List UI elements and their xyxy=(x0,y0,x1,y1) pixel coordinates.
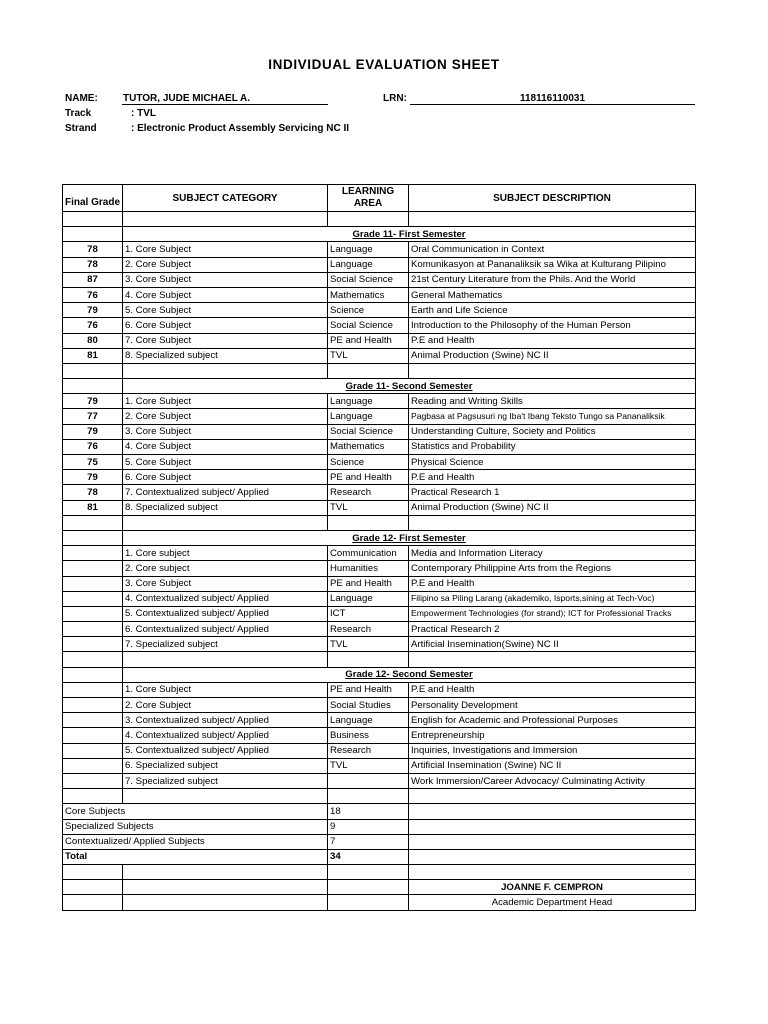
final-grade xyxy=(63,546,123,561)
subject-category: 4. Contextualized subject/ Applied xyxy=(123,591,328,606)
empty-cell xyxy=(409,363,696,378)
subject-category: 8. Specialized subject xyxy=(123,500,328,515)
summary-value: 9 xyxy=(328,819,409,834)
lrn-label: LRN: xyxy=(383,93,407,104)
table-row xyxy=(63,257,696,272)
blank-row xyxy=(63,789,696,804)
lrn-underline xyxy=(410,104,695,105)
empty-cell xyxy=(328,865,409,880)
subject-category: 7. Contextualized subject/ Applied xyxy=(123,485,328,500)
empty-cell xyxy=(123,895,328,910)
name-label: NAME: xyxy=(65,93,98,104)
table-header-row xyxy=(63,185,696,212)
final-grade xyxy=(63,561,123,576)
learning-area: Communication xyxy=(328,546,409,561)
learning-area: Social Studies xyxy=(328,698,409,713)
subject-category: 5. Contextualized subject/ Applied xyxy=(123,606,328,621)
table-row xyxy=(63,485,696,500)
learning-area: PE and Health xyxy=(328,470,409,485)
empty-cell xyxy=(409,212,696,227)
semester-title-row xyxy=(63,379,696,394)
subject-description: Introduction to the Philosophy of the Human Person xyxy=(409,318,696,333)
student-lrn: 118116110031 xyxy=(519,93,586,104)
subject-description: Animal Production (Swine) NC II xyxy=(409,348,696,363)
learning-area: Business xyxy=(328,728,409,743)
table-row xyxy=(63,622,696,637)
subject-category: 2. Core Subject xyxy=(123,257,328,272)
subject-description: English for Academic and Professional Purposes xyxy=(409,713,696,728)
final-grade xyxy=(63,773,123,788)
final-grade: 80 xyxy=(63,333,123,348)
table-row xyxy=(63,743,696,758)
page-title: INDIVIDUAL EVALUATION SHEET xyxy=(268,57,500,72)
table-row xyxy=(63,455,696,470)
table-row xyxy=(63,439,696,454)
empty-cell xyxy=(409,515,696,530)
subject-description: Physical Science xyxy=(409,455,696,470)
subject-category: 7. Core Subject xyxy=(123,333,328,348)
table-row xyxy=(63,561,696,576)
subject-category: 4. Core Subject xyxy=(123,287,328,302)
learning-area: Science xyxy=(328,455,409,470)
final-grade: 81 xyxy=(63,348,123,363)
final-grade xyxy=(63,758,123,773)
semester-title: Grade 11- Second Semester xyxy=(123,379,696,394)
empty-cell xyxy=(63,880,123,895)
header-learning-area: LEARNING AREA xyxy=(328,185,409,212)
empty-cell xyxy=(63,865,123,880)
subject-description: Artificial Insemination(Swine) NC II xyxy=(409,637,696,652)
table-row xyxy=(63,728,696,743)
empty-cell xyxy=(63,515,123,530)
table-row xyxy=(63,606,696,621)
subject-description: Pagbasa at Pagsusuri ng Iba't Ibang Teksto Tungo sa Pananaliksik xyxy=(409,409,696,424)
learning-area: Humanities xyxy=(328,561,409,576)
name-underline xyxy=(122,104,328,105)
subject-description: Artificial Insemination (Swine) NC II xyxy=(409,758,696,773)
table-row xyxy=(63,348,696,363)
header-subject-description: SUBJECT DESCRIPTION xyxy=(409,185,696,212)
learning-area: PE and Health xyxy=(328,333,409,348)
empty-cell xyxy=(409,819,696,834)
signatory-row xyxy=(63,880,696,895)
learning-area: Research xyxy=(328,485,409,500)
table-row xyxy=(63,698,696,713)
learning-area: Research xyxy=(328,743,409,758)
subject-description: P.E and Health xyxy=(409,576,696,591)
empty-cell xyxy=(63,212,123,227)
final-grade: 76 xyxy=(63,287,123,302)
subject-category: 3. Core Subject xyxy=(123,576,328,591)
empty-cell xyxy=(63,227,123,242)
subject-category: 4. Contextualized subject/ Applied xyxy=(123,728,328,743)
empty-cell xyxy=(328,363,409,378)
learning-area: TVL xyxy=(328,637,409,652)
empty-cell xyxy=(63,895,123,910)
table-row xyxy=(63,394,696,409)
subject-category: 6. Specialized subject xyxy=(123,758,328,773)
table-row xyxy=(63,287,696,302)
student-name: TUTOR, JUDE MICHAEL A. xyxy=(123,93,251,104)
learning-area: Language xyxy=(328,257,409,272)
header-final-grade: Final Grade xyxy=(63,185,123,212)
subject-description: Animal Production (Swine) NC II xyxy=(409,500,696,515)
empty-cell xyxy=(409,804,696,819)
subject-category: 2. Core Subject xyxy=(123,698,328,713)
final-grade xyxy=(63,682,123,697)
subject-category: 2. Core Subject xyxy=(123,409,328,424)
semester-title: Grade 12- First Semester xyxy=(123,530,696,545)
table-row xyxy=(63,333,696,348)
final-grade xyxy=(63,591,123,606)
table-row xyxy=(63,682,696,697)
learning-area: Mathematics xyxy=(328,287,409,302)
strand-label: Strand xyxy=(65,123,97,134)
summary-row xyxy=(63,849,696,864)
subject-description: Entrepreneurship xyxy=(409,728,696,743)
blank-row xyxy=(63,515,696,530)
empty-cell xyxy=(123,789,328,804)
learning-area: Social Science xyxy=(328,424,409,439)
signatory-name: JOANNE F. CEMPRON xyxy=(409,880,696,895)
signatory-position: Academic Department Head xyxy=(409,895,696,910)
table-row xyxy=(63,470,696,485)
subject-description: Practical Research 2 xyxy=(409,622,696,637)
empty-cell xyxy=(123,652,328,667)
table-row xyxy=(63,713,696,728)
subject-category: 8. Specialized subject xyxy=(123,348,328,363)
final-grade: 87 xyxy=(63,272,123,287)
subject-description: Understanding Culture, Society and Politics xyxy=(409,424,696,439)
table-row xyxy=(63,242,696,257)
semester-title-row xyxy=(63,667,696,682)
learning-area: TVL xyxy=(328,758,409,773)
final-grade: 79 xyxy=(63,470,123,485)
subject-description: 21st Century Literature from the Phils. And the World xyxy=(409,272,696,287)
learning-area: Language xyxy=(328,591,409,606)
summary-label: Contextualized/ Applied Subjects xyxy=(63,834,328,849)
final-grade: 79 xyxy=(63,394,123,409)
summary-value: 34 xyxy=(328,849,409,864)
learning-area: Language xyxy=(328,394,409,409)
subject-description: Reading and Writing Skills xyxy=(409,394,696,409)
subject-category: 5. Core Subject xyxy=(123,303,328,318)
subject-category: 1. Core Subject xyxy=(123,682,328,697)
subject-category: 1. Core Subject xyxy=(123,242,328,257)
subject-category: 7. Specialized subject xyxy=(123,637,328,652)
empty-cell xyxy=(63,363,123,378)
learning-area: Language xyxy=(328,242,409,257)
table-row xyxy=(63,591,696,606)
student-strand: : Electronic Product Assembly Servicing NC II xyxy=(131,123,350,134)
summary-value: 7 xyxy=(328,834,409,849)
empty-cell xyxy=(328,895,409,910)
subject-description: P.E and Health xyxy=(409,470,696,485)
summary-label: Total xyxy=(63,849,328,864)
table-row xyxy=(63,546,696,561)
subject-description: Media and Information Literacy xyxy=(409,546,696,561)
summary-value: 18 xyxy=(328,804,409,819)
learning-area: TVL xyxy=(328,348,409,363)
subject-category: 1. Core subject xyxy=(123,546,328,561)
student-track: : TVL xyxy=(131,108,156,119)
table-row xyxy=(63,576,696,591)
empty-cell xyxy=(409,865,696,880)
final-grade xyxy=(63,713,123,728)
summary-row xyxy=(63,834,696,849)
subject-description: Practical Research 1 xyxy=(409,485,696,500)
learning-area xyxy=(328,773,409,788)
final-grade xyxy=(63,728,123,743)
empty-cell xyxy=(409,652,696,667)
table-row xyxy=(63,303,696,318)
blank-row xyxy=(63,212,696,227)
learning-area: Mathematics xyxy=(328,439,409,454)
final-grade: 76 xyxy=(63,318,123,333)
subject-description: Oral Communication in Context xyxy=(409,242,696,257)
evaluation-table xyxy=(62,184,696,911)
summary-label: Specialized Subjects xyxy=(63,819,328,834)
subject-description: Statistics and Probability xyxy=(409,439,696,454)
subject-description: Personality Development xyxy=(409,698,696,713)
subject-category: 6. Core Subject xyxy=(123,318,328,333)
empty-cell xyxy=(123,880,328,895)
final-grade xyxy=(63,743,123,758)
learning-area: Social Science xyxy=(328,318,409,333)
summary-row xyxy=(63,804,696,819)
subject-category: 5. Contextualized subject/ Applied xyxy=(123,743,328,758)
empty-cell xyxy=(328,880,409,895)
final-grade: 78 xyxy=(63,242,123,257)
header-subject-category: SUBJECT CATEGORY xyxy=(123,185,328,212)
table-row xyxy=(63,272,696,287)
subject-category: 2. Core subject xyxy=(123,561,328,576)
learning-area: Language xyxy=(328,713,409,728)
final-grade xyxy=(63,698,123,713)
learning-area: PE and Health xyxy=(328,576,409,591)
final-grade: 75 xyxy=(63,455,123,470)
final-grade: 76 xyxy=(63,439,123,454)
subject-description: Work Immersion/Career Advocacy/ Culminating Activity xyxy=(409,773,696,788)
empty-cell xyxy=(328,515,409,530)
table-row xyxy=(63,758,696,773)
subject-description: Earth and Life Science xyxy=(409,303,696,318)
learning-area: TVL xyxy=(328,500,409,515)
empty-cell xyxy=(123,515,328,530)
summary-row xyxy=(63,819,696,834)
subject-category: 3. Core Subject xyxy=(123,424,328,439)
subject-description: Inquiries, Investigations and Immersion xyxy=(409,743,696,758)
subject-category: 3. Core Subject xyxy=(123,272,328,287)
table-row xyxy=(63,637,696,652)
subject-description: Komunikasyon at Pananaliksik sa Wika at Kulturang Pilipino xyxy=(409,257,696,272)
subject-category: 3. Contextualized subject/ Applied xyxy=(123,713,328,728)
subject-category: 4. Core Subject xyxy=(123,439,328,454)
table-row xyxy=(63,500,696,515)
learning-area: PE and Health xyxy=(328,682,409,697)
empty-cell xyxy=(63,530,123,545)
table-row xyxy=(63,424,696,439)
subject-description: Filipino sa Piling Larang (akademiko, Isports,sining at Tech-Voc) xyxy=(409,591,696,606)
summary-label: Core Subjects xyxy=(63,804,328,819)
final-grade xyxy=(63,622,123,637)
semester-title: Grade 12- Second Semester xyxy=(123,667,696,682)
empty-cell xyxy=(409,834,696,849)
track-label: Track xyxy=(65,108,92,119)
learning-area: ICT xyxy=(328,606,409,621)
final-grade: 79 xyxy=(63,303,123,318)
final-grade: 78 xyxy=(63,485,123,500)
empty-cell xyxy=(123,865,328,880)
subject-category: 7. Specialized subject xyxy=(123,773,328,788)
learning-area: Language xyxy=(328,409,409,424)
empty-cell xyxy=(63,667,123,682)
final-grade xyxy=(63,606,123,621)
learning-area: Research xyxy=(328,622,409,637)
empty-cell xyxy=(63,789,123,804)
final-grade xyxy=(63,576,123,591)
subject-category: 1. Core Subject xyxy=(123,394,328,409)
empty-cell xyxy=(123,363,328,378)
table-row xyxy=(63,318,696,333)
empty-cell xyxy=(63,379,123,394)
subject-description: Contemporary Philippine Arts from the Regions xyxy=(409,561,696,576)
semester-title-row xyxy=(63,530,696,545)
empty-cell xyxy=(409,849,696,864)
learning-area: Science xyxy=(328,303,409,318)
blank-row xyxy=(63,865,696,880)
subject-category: 6. Core Subject xyxy=(123,470,328,485)
subject-category: 5. Core Subject xyxy=(123,455,328,470)
subject-category: 6. Contextualized subject/ Applied xyxy=(123,622,328,637)
subject-description: Empowerment Technologies (for strand); ICT for Professional Tracks xyxy=(409,606,696,621)
final-grade: 81 xyxy=(63,500,123,515)
semester-title: Grade 11- First Semester xyxy=(123,227,696,242)
learning-area: Social Science xyxy=(328,272,409,287)
blank-row xyxy=(63,652,696,667)
final-grade: 78 xyxy=(63,257,123,272)
final-grade: 79 xyxy=(63,424,123,439)
table-row xyxy=(63,409,696,424)
empty-cell xyxy=(328,652,409,667)
empty-cell xyxy=(63,652,123,667)
final-grade: 77 xyxy=(63,409,123,424)
empty-cell xyxy=(328,789,409,804)
subject-description: P.E and Health xyxy=(409,333,696,348)
blank-row xyxy=(63,363,696,378)
signatory-position-row xyxy=(63,895,696,910)
empty-cell xyxy=(123,212,328,227)
subject-description: General Mathematics xyxy=(409,287,696,302)
empty-cell xyxy=(328,212,409,227)
subject-description: P.E and Health xyxy=(409,682,696,697)
table-row xyxy=(63,773,696,788)
empty-cell xyxy=(409,789,696,804)
final-grade xyxy=(63,637,123,652)
semester-title-row xyxy=(63,227,696,242)
